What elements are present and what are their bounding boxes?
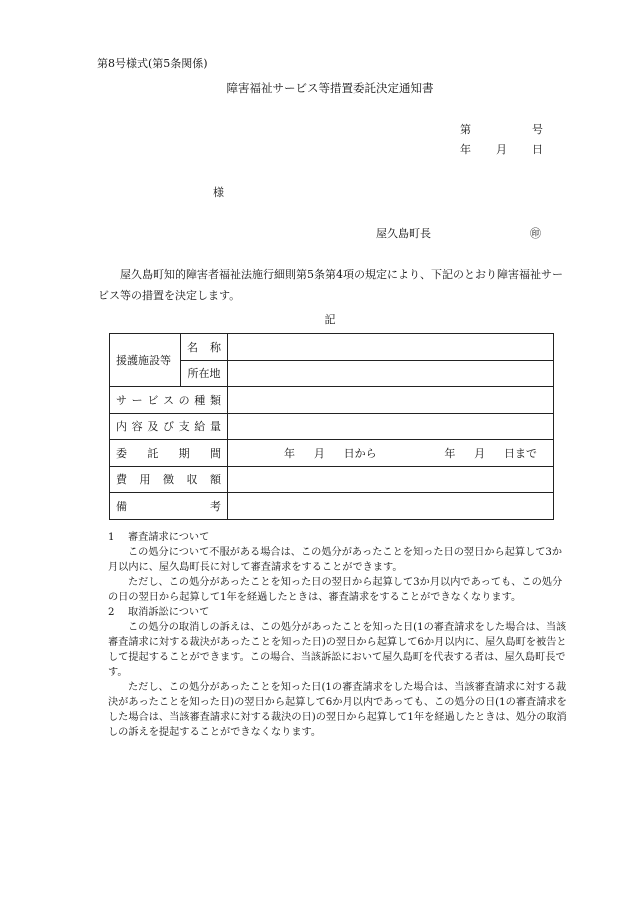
cost-value	[228, 466, 554, 493]
issue-date	[460, 141, 543, 157]
table-row	[110, 413, 554, 440]
service-type-label: サ ー ビ ス の 種 類	[110, 387, 228, 414]
details-table	[109, 333, 554, 520]
note-2-paragraph-1: この処分の取消しの訴えは、この処分があったことを知った日(1の審査請求をした場合は、当該審査請求に対する裁決があったことを知った日)の翌日から起算して6か月以内に、屋久島町を被告として提起することができます。この場合、当該訴訟において屋久島町を代表する者は、屋久島町長です。	[108, 622, 567, 678]
name-label: 名 称	[181, 334, 228, 361]
table-row	[110, 440, 554, 467]
note-1-heading: 1 審査請求について	[108, 532, 210, 543]
table-row	[110, 387, 554, 414]
remarks-value	[228, 493, 554, 520]
form-number: 第8号様式(第5条関係)	[97, 57, 208, 70]
number-prefix: 第	[460, 123, 471, 136]
address-label: 所在地	[181, 360, 228, 387]
note-2-heading: 2 取消訴訟について	[108, 607, 210, 618]
facility-label: 援護施設等	[110, 334, 181, 387]
name-value	[228, 334, 554, 361]
issuer-name: 屋久島町長	[376, 227, 431, 240]
remarks-label: 備 考	[110, 493, 228, 520]
cost-label: 費 用 徴 収 額	[110, 466, 228, 493]
date-month: 月	[496, 143, 507, 156]
note-2-paragraph-2: ただし、この処分があったことを知った日(1の審査請求をした場合は、当該審査請求に対する裁決があったことを知った日)の翌日から起算して6か月以内であっても、この処分の日(1の審査請求をした場合は、当該審査請求に対する裁決の日)の翌日から起算して1年を経過したときは、処分の取消しの訴えを提起することができなくなります。	[108, 682, 567, 738]
body-text: 屋久島町知的障害者福祉法施行細則第5条第4項の規定により、下記のとおり障害福祉サービス等の措置を決定します。	[98, 268, 563, 302]
service-type-value	[228, 387, 554, 414]
ki-heading: 記	[324, 313, 336, 326]
content-label: 内 容 及 び 支 給 量	[110, 413, 228, 440]
table-row	[110, 466, 554, 493]
document-number	[460, 121, 543, 137]
date-day: 日	[532, 143, 543, 156]
notes-section	[108, 530, 570, 740]
document-title: 障害福祉サービス等措置委託決定通知書	[226, 81, 434, 95]
note-1-paragraph-1: この処分について不服がある場合は、この処分があったことを知った日の翌日から起算して3か月以内に、屋久島町長に対して審査請求をすることができます。	[108, 547, 563, 573]
number-suffix: 号	[532, 123, 543, 136]
note-1-paragraph-2: ただし、この処分があったことを知った日の翌日から起算して3か月以内であっても、この処分の日の翌日から起算して1年を経過したときは、審査請求をすることができなくなります。	[108, 577, 563, 603]
date-year: 年	[460, 143, 471, 156]
table-row	[110, 334, 554, 361]
address-value	[228, 360, 554, 387]
period-value: 年 月 日から 年 月 日まで	[228, 440, 554, 467]
content-value	[228, 413, 554, 440]
addressee-suffix: 様	[213, 186, 224, 199]
table-row	[110, 493, 554, 520]
period-label: 委 託 期 間	[110, 440, 228, 467]
seal-mark: ㊞	[530, 227, 541, 240]
